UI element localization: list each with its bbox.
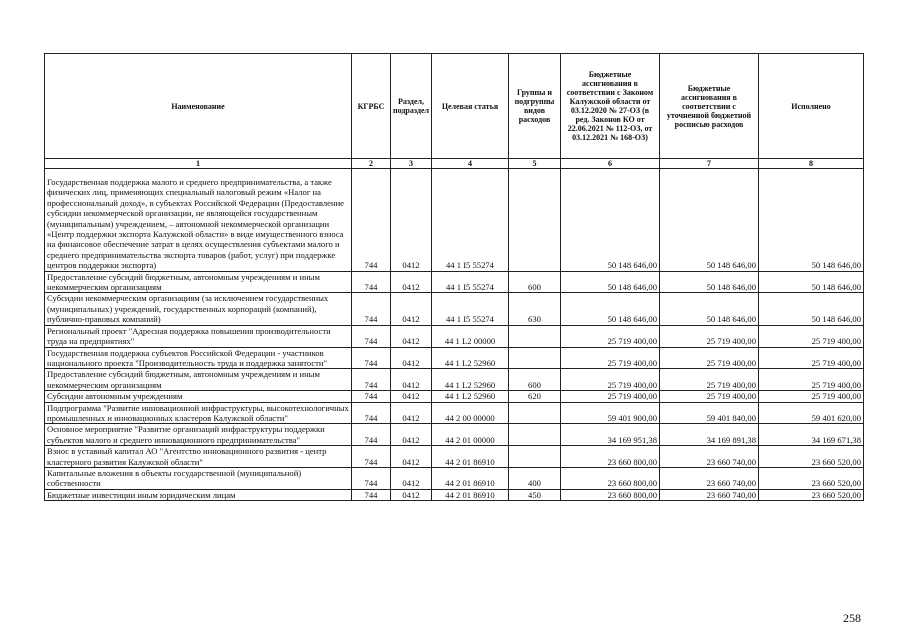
row-refined-amount-cell: 23 660 740,00 bbox=[660, 467, 759, 489]
row-executed-amount-cell: 25 719 400,00 bbox=[759, 391, 864, 402]
row-law-amount-cell: 23 660 800,00 bbox=[561, 489, 660, 500]
row-refined-amount-cell: 25 719 400,00 bbox=[660, 347, 759, 369]
row-kgrbs-cell: 744 bbox=[352, 391, 391, 402]
row-name-cell: Субсидии автономным учреждениям bbox=[45, 391, 352, 402]
row-group-cell: 600 bbox=[509, 271, 561, 293]
row-kgrbs-cell: 744 bbox=[352, 402, 391, 424]
row-executed-amount-cell: 23 660 520,00 bbox=[759, 489, 864, 500]
row-law-amount-cell: 25 719 400,00 bbox=[561, 391, 660, 402]
row-name-cell: Государственная поддержка малого и среднего предпринимательства, а также физических лиц, применяющих специальный налоговый режим «Налог на профессиональный доход», в субъектах Российской Федерации (Предоставление субсидии некоммерческой организации, не являющейся государственным (муниципальным) учреждением, – автономной некоммерческой организации «Центр поддержки экспорта Калужской области» в виде имущественного взноса на финансовое обеспечение затрат в целях осуществления субъектами малого и среднего предпринимательства экспорта товаров (работ, услуг) при поддержке центров поддержки экспорта) bbox=[45, 169, 352, 272]
column-number: 5 bbox=[509, 159, 561, 169]
row-article-cell: 44 1 L2 00000 bbox=[432, 325, 509, 347]
table-row bbox=[45, 402, 864, 424]
row-law-amount-cell: 23 660 800,00 bbox=[561, 467, 660, 489]
row-kgrbs-cell: 744 bbox=[352, 369, 391, 391]
row-law-amount-cell: 34 169 951,38 bbox=[561, 424, 660, 446]
table-body bbox=[45, 169, 864, 501]
row-kgrbs-cell: 744 bbox=[352, 467, 391, 489]
row-kgrbs-cell: 744 bbox=[352, 489, 391, 500]
row-law-amount-cell: 25 719 400,00 bbox=[561, 347, 660, 369]
table-row bbox=[45, 293, 864, 325]
row-refined-amount-cell: 25 719 400,00 bbox=[660, 369, 759, 391]
header-refined-allocations: Бюджетные ассигнования в соответствии с уточненной бюджетной росписью расходов bbox=[660, 54, 759, 159]
row-name-cell: Региональный проект "Адресная поддержка повышения производительности труда на предприятиях" bbox=[45, 325, 352, 347]
budget-table bbox=[44, 53, 864, 501]
row-kgrbs-cell: 744 bbox=[352, 169, 391, 272]
column-number: 4 bbox=[432, 159, 509, 169]
row-group-cell: 600 bbox=[509, 369, 561, 391]
row-section-cell: 0412 bbox=[391, 369, 432, 391]
row-article-cell: 44 1 L2 52960 bbox=[432, 347, 509, 369]
column-number-row bbox=[45, 159, 864, 169]
row-group-cell bbox=[509, 446, 561, 468]
table-row bbox=[45, 325, 864, 347]
row-section-cell: 0412 bbox=[391, 293, 432, 325]
table-row bbox=[45, 424, 864, 446]
row-article-cell: 44 2 01 00000 bbox=[432, 424, 509, 446]
row-refined-amount-cell: 59 401 840,00 bbox=[660, 402, 759, 424]
row-law-amount-cell: 50 148 646,00 bbox=[561, 271, 660, 293]
row-article-cell: 44 1 I5 55274 bbox=[432, 169, 509, 272]
row-refined-amount-cell: 23 660 740,00 bbox=[660, 446, 759, 468]
header-group: Группы и подгруппы видов расходов bbox=[509, 54, 561, 159]
row-group-cell: 400 bbox=[509, 467, 561, 489]
column-number: 2 bbox=[352, 159, 391, 169]
table-row bbox=[45, 271, 864, 293]
header-law-allocations: Бюджетные ассигнования в соответствии с Законом Калужской области от 03.12.2020 № 27-ОЗ (в ред. Законов КО от 22.06.2021 № 112-ОЗ, от 03.12.2021 № 168-ОЗ) bbox=[561, 54, 660, 159]
row-name-cell: Подпрограмма "Развитие инновационной инфраструктуры, высокотехнологичных промышленных и инновационных кластеров Калужской области" bbox=[45, 402, 352, 424]
row-article-cell: 44 1 I5 55274 bbox=[432, 293, 509, 325]
row-section-cell: 0412 bbox=[391, 467, 432, 489]
page-number: 258 bbox=[843, 611, 861, 625]
table-row bbox=[45, 169, 864, 272]
row-section-cell: 0412 bbox=[391, 271, 432, 293]
row-executed-amount-cell: 23 660 520,00 bbox=[759, 446, 864, 468]
column-number: 3 bbox=[391, 159, 432, 169]
row-law-amount-cell: 23 660 800,00 bbox=[561, 446, 660, 468]
row-refined-amount-cell: 34 169 891,38 bbox=[660, 424, 759, 446]
row-section-cell: 0412 bbox=[391, 391, 432, 402]
row-name-cell: Предоставление субсидий бюджетным, автономным учреждениям и иным некоммерческим организациям bbox=[45, 369, 352, 391]
row-article-cell: 44 1 L2 52960 bbox=[432, 369, 509, 391]
row-group-cell bbox=[509, 347, 561, 369]
header-executed: Исполнено bbox=[759, 54, 864, 159]
row-refined-amount-cell: 50 148 646,00 bbox=[660, 169, 759, 272]
row-section-cell: 0412 bbox=[391, 489, 432, 500]
table-row bbox=[45, 391, 864, 402]
row-name-cell: Субсидии некоммерческим организациям (за исключением государственных (муниципальных) учреждений, государственных корпораций (компаний), публично-правовых компаний) bbox=[45, 293, 352, 325]
row-executed-amount-cell: 59 401 620,00 bbox=[759, 402, 864, 424]
row-section-cell: 0412 bbox=[391, 325, 432, 347]
row-refined-amount-cell: 25 719 400,00 bbox=[660, 391, 759, 402]
row-group-cell: 620 bbox=[509, 391, 561, 402]
row-article-cell: 44 1 L2 52960 bbox=[432, 391, 509, 402]
row-kgrbs-cell: 744 bbox=[352, 446, 391, 468]
row-group-cell: 630 bbox=[509, 293, 561, 325]
row-kgrbs-cell: 744 bbox=[352, 424, 391, 446]
row-refined-amount-cell: 50 148 646,00 bbox=[660, 271, 759, 293]
row-article-cell: 44 1 I5 55274 bbox=[432, 271, 509, 293]
row-refined-amount-cell: 50 148 646,00 bbox=[660, 293, 759, 325]
row-group-cell bbox=[509, 325, 561, 347]
row-name-cell: Государственная поддержка субъектов Российской Федерации - участников национального проекта "Производительность труда и поддержка занятости" bbox=[45, 347, 352, 369]
row-section-cell: 0412 bbox=[391, 424, 432, 446]
row-law-amount-cell: 50 148 646,00 bbox=[561, 169, 660, 272]
row-section-cell: 0412 bbox=[391, 402, 432, 424]
row-refined-amount-cell: 25 719 400,00 bbox=[660, 325, 759, 347]
table-row bbox=[45, 369, 864, 391]
row-executed-amount-cell: 50 148 646,00 bbox=[759, 271, 864, 293]
row-article-cell: 44 2 01 86910 bbox=[432, 489, 509, 500]
header-article: Целевая статья bbox=[432, 54, 509, 159]
row-executed-amount-cell: 25 719 400,00 bbox=[759, 325, 864, 347]
row-section-cell: 0412 bbox=[391, 446, 432, 468]
row-group-cell: 450 bbox=[509, 489, 561, 500]
row-article-cell: 44 2 01 86910 bbox=[432, 467, 509, 489]
row-section-cell: 0412 bbox=[391, 169, 432, 272]
column-number: 1 bbox=[45, 159, 352, 169]
column-number: 7 bbox=[660, 159, 759, 169]
row-name-cell: Основное мероприятие "Развитие организаций инфраструктуры поддержки субъектов малого и среднего инновационного предпринимательства" bbox=[45, 424, 352, 446]
table-row bbox=[45, 347, 864, 369]
row-name-cell: Взнос в уставный капитал АО "Агентство инновационного развития - центр кластерного развития Калужской области" bbox=[45, 446, 352, 468]
header-name: Наименование bbox=[45, 54, 352, 159]
budget-table-sheet bbox=[44, 53, 863, 501]
header-row bbox=[45, 54, 864, 159]
row-law-amount-cell: 59 401 900,00 bbox=[561, 402, 660, 424]
row-law-amount-cell: 25 719 400,00 bbox=[561, 325, 660, 347]
row-executed-amount-cell: 50 148 646,00 bbox=[759, 169, 864, 272]
row-kgrbs-cell: 744 bbox=[352, 293, 391, 325]
column-number: 6 bbox=[561, 159, 660, 169]
row-executed-amount-cell: 34 169 671,38 bbox=[759, 424, 864, 446]
row-article-cell: 44 2 00 00000 bbox=[432, 402, 509, 424]
row-executed-amount-cell: 50 148 646,00 bbox=[759, 293, 864, 325]
table-row bbox=[45, 467, 864, 489]
table-row bbox=[45, 446, 864, 468]
row-group-cell bbox=[509, 424, 561, 446]
row-executed-amount-cell: 25 719 400,00 bbox=[759, 347, 864, 369]
row-group-cell bbox=[509, 402, 561, 424]
row-name-cell: Бюджетные инвестиции иным юридическим лицам bbox=[45, 489, 352, 500]
row-executed-amount-cell: 25 719 400,00 bbox=[759, 369, 864, 391]
column-number: 8 bbox=[759, 159, 864, 169]
row-section-cell: 0412 bbox=[391, 347, 432, 369]
row-executed-amount-cell: 23 660 520,00 bbox=[759, 467, 864, 489]
row-name-cell: Капитальные вложения в объекты государственной (муниципальной) собственности bbox=[45, 467, 352, 489]
row-article-cell: 44 2 01 86910 bbox=[432, 446, 509, 468]
header-kgrbs: КГРБС bbox=[352, 54, 391, 159]
row-group-cell bbox=[509, 169, 561, 272]
table-row bbox=[45, 489, 864, 500]
row-law-amount-cell: 50 148 646,00 bbox=[561, 293, 660, 325]
row-kgrbs-cell: 744 bbox=[352, 347, 391, 369]
row-refined-amount-cell: 23 660 740,00 bbox=[660, 489, 759, 500]
row-kgrbs-cell: 744 bbox=[352, 271, 391, 293]
row-kgrbs-cell: 744 bbox=[352, 325, 391, 347]
header-section: Раздел, подраздел bbox=[391, 54, 432, 159]
row-name-cell: Предоставление субсидий бюджетным, автономным учреждениям и иным некоммерческим организациям bbox=[45, 271, 352, 293]
row-law-amount-cell: 25 719 400,00 bbox=[561, 369, 660, 391]
